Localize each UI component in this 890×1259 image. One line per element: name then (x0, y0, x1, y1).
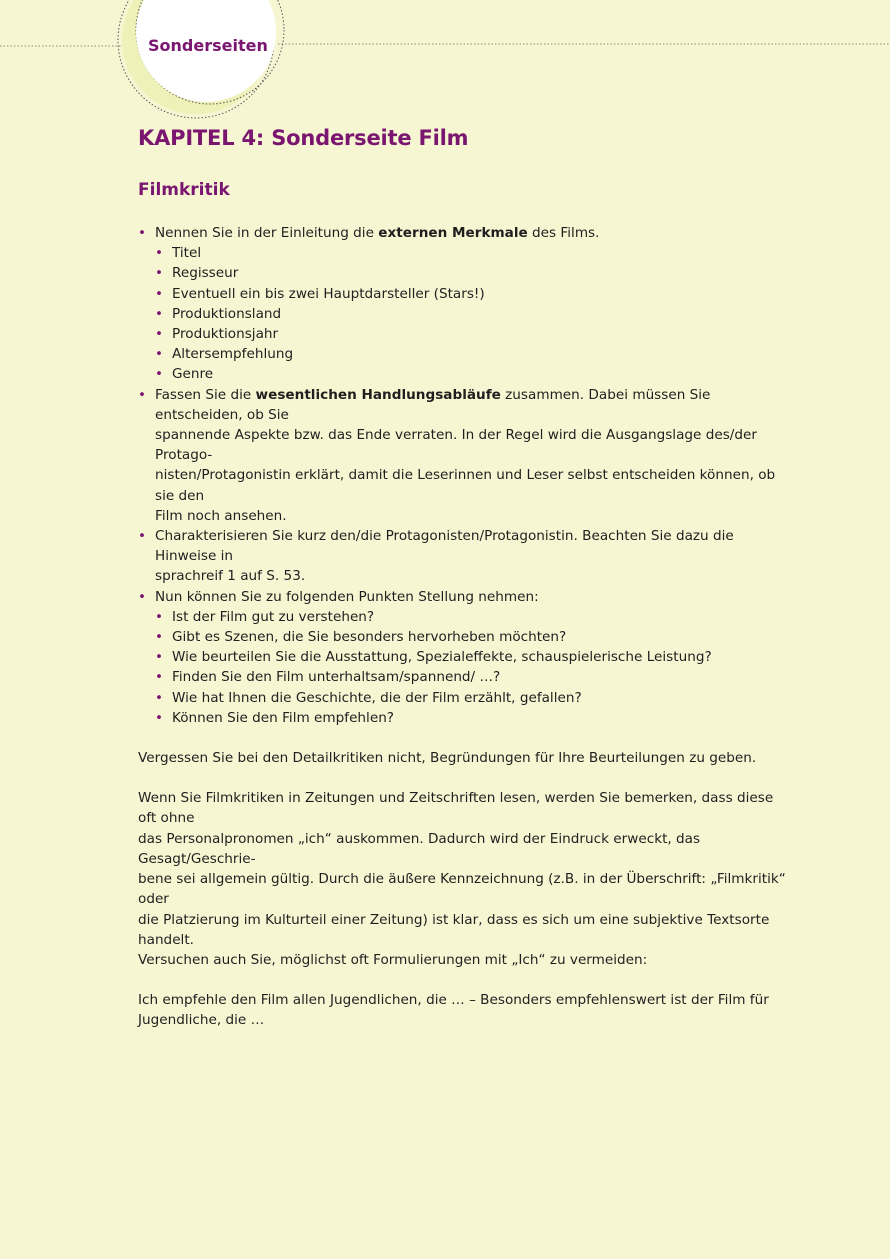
sub-list-item: • Produktionsjahr (155, 324, 788, 344)
header-decoration (0, 0, 890, 120)
paragraph: Vergessen Sie bei den Detailkritiken nicht, Begründungen für Ihre Beurteilungen zu geben. (138, 750, 757, 767)
sub-list-item: • Finden Sie den Film unterhaltsam/spannend/ …? (155, 667, 788, 687)
page-title: KAPITEL 4: Sonderseite Film (138, 126, 469, 150)
main-content (138, 126, 788, 1031)
sub-list-item: • Ist der Film gut zu verstehen? (155, 607, 788, 627)
sub-list (155, 243, 788, 384)
page-header (0, 0, 890, 120)
sub-list-item: • Titel (155, 243, 788, 263)
sub-list-item: • Wie beurteilen Sie die Ausstattung, Spezialeffekte, schauspielerische Leistung? (155, 647, 788, 667)
sub-list-item: • Können Sie den Film empfehlen? (155, 708, 788, 728)
sub-list-item: • Produktionsland (155, 304, 788, 324)
sub-list-item: • Eventuell ein bis zwei Hauptdarsteller (Stars!) (155, 284, 788, 304)
section-tab-label: Sonderseiten (148, 36, 268, 55)
sub-list-item: • Altersempfehlung (155, 344, 788, 364)
section-heading: Filmkritik (138, 180, 230, 200)
bullet-list (138, 223, 788, 728)
sub-list-item: • Genre (155, 364, 788, 384)
sub-list (155, 607, 788, 728)
paragraph: Wenn Sie Filmkritiken in Zeitungen und Zeitschriften lesen, werden Sie bemerken, dass diese oft ohne das Personalpronomen „ich“ auskommen. Dadurch wird der Eindruck erweckt, das Gesagt/Geschrie- bene sei allgemein gültig. Durch die äußere Kennzeichnung (z.B. in der Überschrift: „Filmkritik“ oder die Platzierung im Kulturteil einer Zeitung) ist klar, dass es sich um eine subjektive Textsorte handelt. Versuchen auch Sie, möglichst oft Formulierungen mit „Ich“ zu vermeiden: (138, 790, 786, 968)
sub-list-item: • Regisseur (155, 263, 788, 283)
list-item: • Fassen Sie die wesentlichen Handlungsabläufe zusammen. Dabei müssen Sie entscheiden, ob Sie spannende Aspekte bzw. das Ende verraten. In der Regel wird die Ausgangslage des/der Protago- nisten/Protagonistin erklärt, damit die Leserinnen und Leser selbst entscheiden können, ob sie den Film noch ansehen. (138, 385, 788, 526)
list-item: • Nun können Sie zu folgenden Punkten Stellung nehmen: • Ist der Film gut zu verstehen? • Gibt es Szenen, die Sie besonders hervorheben möchten? • Wie beurteilen Sie die Ausstattung, Spezialeffekte, schauspielerische Leistung? • Finden Sie den Film unterhaltsam/spannend/ …? • Wie hat Ihnen die Geschichte, die der Film erzählt, gefallen? • Können Sie den Film empfehlen? (138, 587, 788, 728)
sub-list-item: • Gibt es Szenen, die Sie besonders hervorheben möchten? (155, 627, 788, 647)
list-item: • Charakterisieren Sie kurz den/die Protagonisten/Protagonistin. Beachten Sie dazu die Hinweise in sprachreif 1 auf S. 53. (138, 526, 788, 587)
list-item: • Nennen Sie in der Einleitung die externen Merkmale des Films. • Titel • Regisseur • Eventuell ein bis zwei Hauptdarsteller (Stars!) • Produktionsland • Produktionsjahr • Altersempfehlung • Genre (138, 223, 788, 385)
sub-list-item: • Wie hat Ihnen die Geschichte, die der Film erzählt, gefallen? (155, 688, 788, 708)
paragraph: Ich empfehle den Film allen Jugendlichen, die … – Besonders empfehlenswert ist der Film für Jugendliche, die … (138, 992, 769, 1029)
